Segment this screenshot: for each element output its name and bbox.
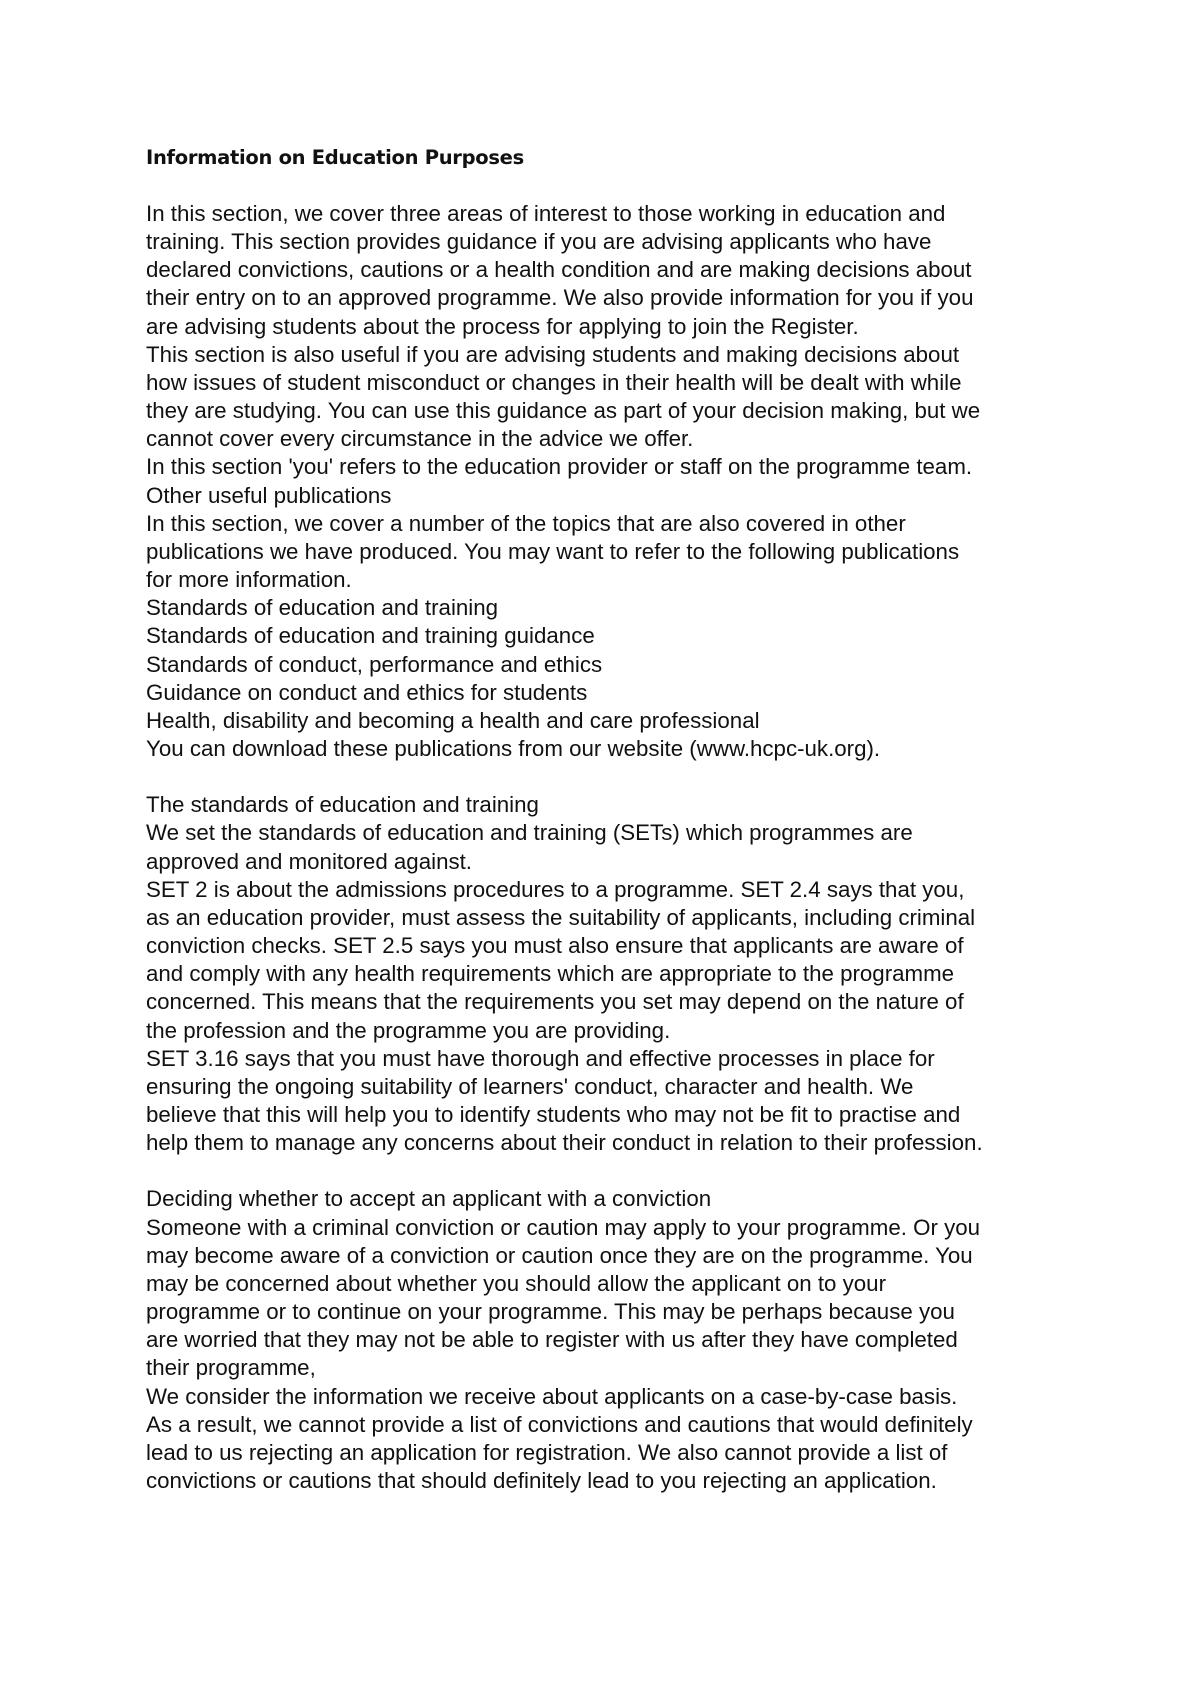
- text-line: This section is also useful if you are advising students and making decisions about: [146, 341, 960, 367]
- subheading-standards: The standards of education and training: [146, 792, 539, 818]
- text-line: declared convictions, cautions or a health condition and are making decisions about: [146, 257, 972, 283]
- section-standards: [146, 791, 1076, 1157]
- text-line: are worried that they may not be able to register with us after they have completed: [146, 1327, 958, 1353]
- text-line: help them to manage any concerns about their conduct in relation to their profession.: [146, 1130, 983, 1156]
- publication-item: Guidance on conduct and ethics for students: [146, 679, 588, 705]
- text-line: As a result, we cannot provide a list of convictions and cautions that would definitely: [146, 1411, 973, 1437]
- text-line: cannot cover every circumstance in the advice we offer.: [146, 426, 694, 452]
- text-line: may become aware of a conviction or caution once they are on the programme. You: [146, 1242, 973, 1268]
- text-line: the profession and the programme you are providing.: [146, 1017, 671, 1043]
- document-body: [146, 144, 1076, 1495]
- text-line: In this section, we cover three areas of interest to those working in education and: [146, 201, 946, 226]
- text-line: and comply with any health requirements which are appropriate to the programme: [146, 961, 955, 987]
- text-line: You can download these publications from our website (www.hcpc-uk.org).: [146, 735, 881, 761]
- text-line: their entry on to an approved programme. We also provide information for you if you: [146, 285, 974, 311]
- text-line: conviction checks. SET 2.5 says you must also ensure that applicants are aware of: [146, 933, 964, 959]
- paragraph-gap: [146, 1157, 1076, 1185]
- publication-item: Standards of conduct, performance and ethics: [146, 651, 603, 677]
- text-line: In this section, we cover a number of the topics that are also covered in other: [146, 510, 906, 536]
- text-line: their programme,: [146, 1355, 316, 1381]
- text-line: as an education provider, must assess the suitability of applicants, including criminal: [146, 904, 976, 930]
- document-title: Information on Education Purposes: [146, 146, 524, 169]
- text-line: SET 2 is about the admissions procedures to a programme. SET 2.4 says that you,: [146, 876, 965, 902]
- text-line: programme or to continue on your programme. This may be perhaps because you: [146, 1299, 955, 1325]
- section-convictions: [146, 1185, 1076, 1495]
- text-line: We set the standards of education and training (SETs) which programmes are: [146, 820, 913, 846]
- publication-item: Standards of education and training guidance: [146, 623, 595, 649]
- text-line: how issues of student misconduct or changes in their health will be dealt with while: [146, 369, 962, 395]
- text-line: for more information.: [146, 567, 352, 593]
- text-line: ensuring the ongoing suitability of learners' conduct, character and health. We: [146, 1073, 914, 1099]
- section-intro: [146, 200, 1076, 763]
- text-line: lead to us rejecting an application for registration. We also cannot provide a list of: [146, 1439, 948, 1465]
- publication-item: Health, disability and becoming a health and care professional: [146, 707, 760, 733]
- text-line: concerned. This means that the requirements you set may depend on the nature of: [146, 989, 964, 1015]
- text-line: training. This section provides guidance if you are advising applicants who have: [146, 229, 932, 255]
- text-line: they are studying. You can use this guidance as part of your decision making, but we: [146, 398, 981, 424]
- text-line: In this section 'you' refers to the education provider or staff on the programme team.: [146, 454, 973, 480]
- text-line: We consider the information we receive about applicants on a case-by-case basis.: [146, 1383, 958, 1409]
- subheading-other-publications: Other useful publications: [146, 482, 392, 508]
- text-line: publications we have produced. You may want to refer to the following publications: [146, 538, 960, 564]
- text-line: believe that this will help you to identify students who may not be fit to practise and: [146, 1101, 961, 1127]
- text-line: are advising students about the process for applying to join the Register.: [146, 313, 859, 339]
- text-line: convictions or cautions that should definitely lead to you rejecting an application.: [146, 1468, 937, 1493]
- paragraph-gap: [146, 763, 1076, 791]
- text-line: SET 3.16 says that you must have thorough and effective processes in place for: [146, 1045, 935, 1071]
- text-line: approved and monitored against.: [146, 848, 473, 874]
- publication-item: Standards of education and training: [146, 595, 499, 621]
- text-line: may be concerned about whether you should allow the applicant on to your: [146, 1270, 886, 1296]
- text-line: Someone with a criminal conviction or caution may apply to your programme. Or you: [146, 1214, 981, 1240]
- subheading-convictions: Deciding whether to accept an applicant with a conviction: [146, 1186, 712, 1212]
